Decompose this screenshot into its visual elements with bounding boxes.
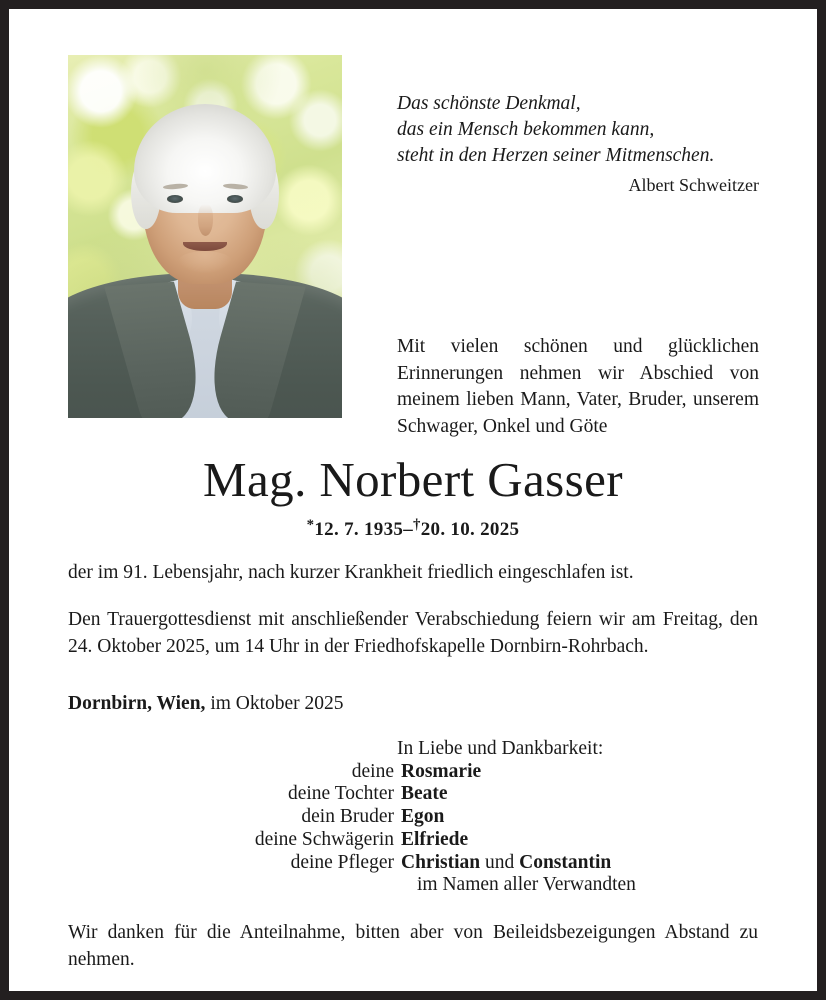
place-names: Dornbirn, Wien, — [68, 693, 206, 714]
place-month-year: im Oktober 2025 — [205, 693, 344, 714]
quotation-line-2: das ein Mensch bekommen kann, — [397, 119, 655, 140]
family-row — [68, 806, 758, 829]
born-date: 12. 7. 1935 — [314, 519, 404, 541]
family-block — [68, 738, 758, 897]
photo-eye-left — [167, 195, 183, 203]
deceased-name: Mag. Norbert Gasser — [203, 452, 623, 507]
quotation-line-3: steht in den Herzen seiner Mitmenschen. — [397, 145, 715, 166]
quotation — [397, 91, 759, 169]
family-row — [68, 761, 758, 784]
family-relation: dein Bruder — [301, 806, 394, 828]
dates-separator: – — [403, 519, 413, 541]
family-relation: deine Tochter — [287, 783, 394, 805]
photo-eye-right — [227, 195, 243, 203]
family-name: Rosmarie — [401, 760, 482, 782]
portrait-photo — [68, 55, 342, 418]
photo-chin — [178, 251, 233, 273]
family-row — [68, 783, 758, 806]
family-closing: im Namen aller Verwandten — [417, 874, 636, 896]
quotation-author: Albert Schweitzer — [628, 175, 759, 195]
family-name: Christian und Constantin — [401, 851, 612, 873]
thanks-note: Wir danken für die Anteilnahme, bitten aber von Beileidsbezeigungen Abstand zu nehmen. — [68, 922, 758, 970]
notice-inner — [9, 9, 817, 991]
memorial-intro-text: Mit vielen schönen und glücklichen Erinnerungen nehmen wir Abschied von meinem lieben Mann, Vater, Bruder, unserem Schwager, Onkel und Göte — [397, 336, 759, 437]
family-relation: deine — [351, 760, 394, 782]
died-date: 20. 10. 2025 — [420, 519, 520, 541]
family-headline: In Liebe und Dankbarkeit: — [397, 738, 604, 759]
life-dates — [9, 517, 817, 541]
family-relation: deine Schwägerin — [254, 828, 394, 850]
age-line: der im 91. Lebensjahr, nach kurzer Krankheit friedlich eingeschlafen ist. — [68, 562, 634, 583]
family-name: Egon — [401, 806, 445, 828]
family-rows — [68, 761, 758, 875]
died-symbol: † — [413, 517, 421, 533]
family-row — [68, 829, 758, 852]
family-relation: deine Pfleger — [290, 851, 394, 873]
family-name: Beate — [401, 783, 448, 805]
family-name: Elfriede — [401, 828, 469, 850]
born-symbol: * — [306, 517, 315, 533]
service-details: Den Trauergottesdienst mit anschließender Verabschiedung feiern wir am Freitag, den 24. Oktober 2025, um 14 Uhr in der Friedhofskapelle Dornbirn-Rohrbach. — [68, 609, 758, 657]
place-and-date-line — [68, 691, 758, 718]
quotation-line-1: Das schönste Denkmal, — [397, 93, 581, 114]
family-row — [68, 852, 758, 875]
